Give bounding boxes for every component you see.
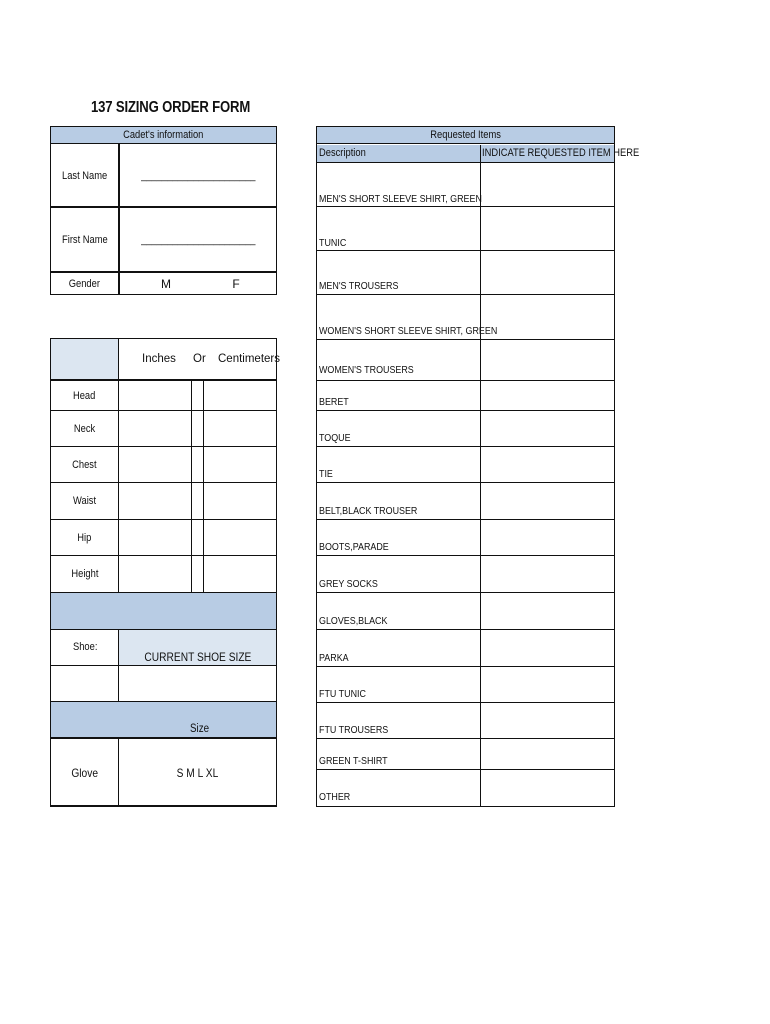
list-item: BERET bbox=[319, 396, 349, 408]
list-item: TIE bbox=[319, 468, 333, 480]
inches-header: Inches bbox=[142, 353, 176, 365]
centimeters-header: Centimeters bbox=[218, 353, 280, 365]
measurements-table bbox=[50, 338, 280, 807]
hip-label: Hip bbox=[77, 531, 92, 544]
list-item: FTU TUNIC bbox=[319, 688, 366, 700]
indicate-cell[interactable] bbox=[481, 163, 614, 206]
indicate-cell[interactable] bbox=[481, 411, 614, 446]
indicate-cell[interactable] bbox=[481, 340, 614, 380]
gender-label: Gender bbox=[68, 277, 101, 290]
list-item: OTHER bbox=[319, 791, 351, 803]
chest-cm-input[interactable] bbox=[204, 447, 276, 482]
indicate-cell[interactable] bbox=[481, 447, 614, 482]
requested-items-table bbox=[316, 126, 640, 807]
size-header: Size bbox=[190, 723, 210, 735]
indicate-cell[interactable] bbox=[481, 593, 614, 629]
or-header: Or bbox=[193, 353, 206, 365]
height-label: Height bbox=[70, 568, 99, 580]
indicate-cell[interactable] bbox=[481, 295, 614, 339]
cadet-info-header: Cadet's information bbox=[51, 127, 276, 144]
indicate-cell[interactable] bbox=[481, 520, 614, 555]
list-item: GLOVES,BLACK bbox=[319, 615, 388, 627]
list-item: MEN'S TROUSERS bbox=[319, 280, 399, 292]
shoe-size-input[interactable] bbox=[119, 666, 276, 701]
description-col-header: Description bbox=[319, 147, 366, 159]
indicate-cell[interactable] bbox=[481, 251, 614, 294]
glove-size-options[interactable]: S M L XL bbox=[176, 765, 219, 780]
waist-inches-input[interactable] bbox=[119, 483, 191, 519]
waist-label: Waist bbox=[72, 495, 97, 507]
indicate-cell[interactable] bbox=[481, 630, 614, 666]
list-item: MEN'S SHORT SLEEVE SHIRT, GREEN bbox=[319, 193, 482, 205]
chest-label: Chest bbox=[72, 458, 97, 471]
indicate-cell[interactable] bbox=[481, 739, 614, 769]
height-inches-input[interactable] bbox=[119, 556, 191, 592]
indicate-cell[interactable] bbox=[481, 381, 614, 410]
first-name-field[interactable]: ______________________ bbox=[140, 233, 256, 246]
neck-label: Neck bbox=[73, 422, 96, 435]
neck-inches-input[interactable] bbox=[119, 411, 191, 446]
requested-items-header: Requested Items bbox=[317, 127, 614, 144]
list-item: TOQUE bbox=[319, 432, 351, 444]
list-item: BELT,BLACK TROUSER bbox=[319, 505, 418, 517]
last-name-label: Last Name bbox=[61, 169, 108, 182]
gender-f-option[interactable]: F bbox=[232, 276, 240, 291]
list-item: GREEN T-SHIRT bbox=[319, 755, 388, 767]
indicate-cell[interactable] bbox=[481, 667, 614, 702]
hip-cm-input[interactable] bbox=[204, 520, 276, 555]
head-inches-input[interactable] bbox=[119, 381, 191, 410]
cadet-info-table bbox=[50, 126, 277, 295]
list-item: BOOTS,PARADE bbox=[319, 541, 389, 553]
head-label: Head bbox=[73, 389, 96, 402]
indicate-cell[interactable] bbox=[481, 703, 614, 738]
indicate-col-header: INDICATE REQUESTED ITEM HERE bbox=[482, 147, 640, 159]
page-title: 137 SIZING ORDER FORM bbox=[91, 99, 251, 116]
hip-inches-input[interactable] bbox=[119, 520, 191, 555]
glove-label: Glove bbox=[71, 765, 98, 780]
gender-m-option[interactable]: M bbox=[161, 276, 171, 291]
shoe-label: Shoe: bbox=[73, 641, 98, 653]
indicate-cell[interactable] bbox=[481, 207, 614, 250]
head-cm-input[interactable] bbox=[204, 381, 276, 410]
last-name-field[interactable]: ______________________ bbox=[140, 169, 256, 182]
chest-inches-input[interactable] bbox=[119, 447, 191, 482]
list-item: GREY SOCKS bbox=[319, 578, 378, 590]
indicate-cell[interactable] bbox=[481, 770, 614, 806]
height-cm-input[interactable] bbox=[204, 556, 276, 592]
list-item: TUNIC bbox=[319, 237, 347, 249]
first-name-label: First Name bbox=[61, 233, 108, 246]
list-item: WOMEN'S SHORT SLEEVE SHIRT, GREEN bbox=[319, 325, 498, 337]
neck-cm-input[interactable] bbox=[204, 411, 276, 446]
indicate-cell[interactable] bbox=[481, 483, 614, 519]
waist-cm-input[interactable] bbox=[204, 483, 276, 519]
indicate-cell[interactable] bbox=[481, 556, 614, 592]
list-item: WOMEN'S TROUSERS bbox=[319, 364, 414, 376]
list-item: FTU TROUSERS bbox=[319, 724, 389, 736]
current-shoe-size-label: CURRENT SHOE SIZE bbox=[144, 649, 251, 664]
list-item: PARKA bbox=[319, 652, 349, 664]
